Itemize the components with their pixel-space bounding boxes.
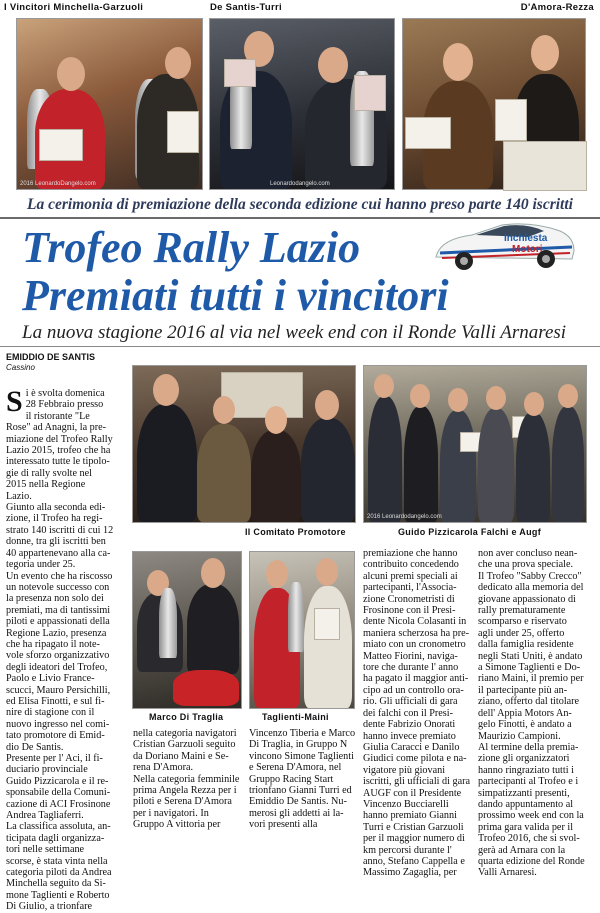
article-line: maniera scherzosa ha pre- [363, 627, 470, 639]
article-line: iscritti, gli ufficiali di gara [363, 776, 471, 788]
article-line: Presente per l' Aci, il fi- [6, 753, 103, 764]
person-figure [187, 584, 239, 674]
award-plaque [39, 129, 83, 161]
article-line: vori presenti alla [249, 819, 318, 831]
article-line: la presenza non solo dei [6, 593, 104, 605]
article-line: vigatore più giovani [363, 764, 446, 776]
article-line: Emiddio De Santis. Nu- [249, 796, 347, 808]
article-line: che una prova speciale. [478, 559, 574, 571]
article-column-1 [6, 385, 126, 913]
article-line: rally prematuramente [478, 605, 566, 617]
col2-lines [133, 728, 243, 831]
article-line: piloti e appassionati della [6, 616, 110, 628]
article-line: per i navigatori. In [133, 807, 209, 819]
article-line: prima gara valida per il [478, 821, 574, 833]
logo-word1: Inchiesta [504, 233, 548, 244]
article-line: trionfano Gianni Turri ed [249, 785, 352, 797]
person-head [316, 558, 338, 586]
article-line: dando appuntamento al [478, 798, 574, 810]
article-line: categoria piloti da Andrea [6, 867, 112, 879]
article-line: simpatizzanti presenti, [478, 787, 570, 799]
rally-car-icon [432, 217, 578, 272]
col5-lines [478, 548, 588, 879]
award-plaque [354, 75, 386, 111]
photo-credit: 2016 Leonardodangelo.com [367, 514, 442, 520]
article-line: premiazione che hanno [363, 548, 458, 559]
award-plaque [405, 117, 451, 149]
top-caption-center: De Santis-Turri [210, 2, 282, 13]
logo-word2: Motori [512, 244, 543, 255]
person-head [266, 560, 288, 588]
article-line: rio. Gli ufficiali di gara [363, 696, 458, 708]
article-line: Il Trofeo "Sabby Crecco" [478, 570, 582, 582]
article-line: miato con un cronometro [363, 639, 466, 651]
article-line: gelo Finotti, è andato a [478, 719, 572, 731]
article-line: dio De Santis. [6, 741, 64, 753]
article-line: Vincenzo Tiberia e Marco [249, 728, 356, 739]
article-line: Giunto alla seconda edi- [6, 502, 106, 514]
article-line: Trofeo 2016, che si svol- [478, 833, 580, 845]
article-line: cazione di ACI Frosinone [6, 798, 111, 810]
article-line: Cristian Garzuoli seguito [133, 739, 236, 751]
article-line: gerà ad Arnara con la [478, 844, 566, 856]
article-line: riano Maini, il premio per [478, 673, 584, 685]
article-line: duciario provinciale [6, 764, 88, 776]
photo-desantis-turri [209, 18, 395, 190]
article-line: Gruppo Racing Start [249, 773, 334, 785]
article-line: hanno ringraziato tutti i [478, 764, 574, 776]
article-line: quarta edizione del Ronde [478, 855, 585, 867]
person-figure [552, 406, 584, 522]
article-line: il partecipante più an- [478, 684, 568, 696]
person-head [374, 374, 394, 398]
person-head [531, 35, 559, 71]
article-line: anno, Stefano Cappella e [363, 855, 465, 867]
article-line: Al termine della premia- [478, 741, 579, 753]
article-line: ha pagato il maggior anti- [363, 673, 469, 685]
trophy-icon [159, 588, 177, 658]
photo-credit: 2016 LeonardoDangelo.com [20, 181, 96, 187]
article-line: zione, il Trofeo ha regi- [6, 513, 103, 525]
photo-taglienti-maini [249, 551, 355, 709]
award-plaque [314, 608, 340, 640]
article-line: cipo ad un controllo ora- [363, 684, 464, 696]
article-line: Un evento che ha riscosso [6, 570, 113, 582]
person-head [486, 386, 506, 410]
person-head [265, 406, 287, 434]
article-line: Gruppo A vittoria per [133, 819, 221, 831]
article-line: Nella categoria femminile [133, 773, 240, 785]
award-plaque [224, 59, 256, 87]
article-line: Lazio 2015, trofeo che ha [6, 445, 111, 457]
article-line: La classifica assoluta, an- [6, 821, 111, 833]
article-line: mone Taglienti e Roberto [6, 889, 110, 901]
article-line: Turri e Cristian Garzuoli [363, 821, 464, 833]
article-line: tore che durante l' anno [363, 662, 459, 674]
article-column-2 [133, 728, 243, 831]
person-figure [404, 406, 438, 522]
article-line: dedicato alla memoria del [478, 582, 584, 594]
person-head [318, 47, 348, 83]
article-line: nuovo ingresso nel comi- [6, 718, 110, 730]
person-head [315, 390, 339, 420]
col1-lines [6, 385, 126, 913]
person-head [448, 388, 468, 412]
article-line: prima Angela Rezza per i [133, 785, 237, 797]
article-column-3 [249, 728, 357, 831]
article-line: Massimo Zagaglia, per [363, 867, 457, 879]
article-line: dei falchi con il Presi- [363, 707, 453, 719]
article-line: degli ideatori del Trofeo, [6, 661, 108, 673]
photo-minchella-garzuoli [16, 18, 203, 190]
person-head [201, 558, 225, 588]
article-line: Giulia Caracci e Danilo [363, 741, 460, 753]
article-line: 28 Febbraio presso [25, 399, 104, 411]
poster-board [503, 141, 587, 191]
person-figure [368, 396, 402, 522]
dropcap: S [6, 385, 23, 418]
author-name: EMIDDIO DE SANTIS [6, 352, 96, 362]
inchiesta-motori-logo [432, 217, 578, 272]
article-line: 40 appartenevano alla ca- [6, 547, 111, 559]
article-line: zione Cronometristi di [363, 593, 455, 605]
article-line: Guido Pizzicarola e il re- [6, 775, 109, 787]
article-column-4 [363, 548, 471, 879]
article-line: Vincenzo Bucciarelli [363, 798, 449, 810]
trophy-icon [288, 582, 304, 652]
article-line: premiati, ma di tantissimi [6, 604, 111, 616]
headline-line1: Trofeo Rally Lazio [22, 223, 361, 272]
article-line: Paolo e Livio France- [6, 673, 95, 685]
person-head [524, 392, 544, 416]
article-line: partecipanti, l'Associa- [363, 582, 457, 594]
article-line: che ha ripagato il note- [6, 638, 100, 650]
person-head [410, 384, 430, 408]
article-line: strato 140 iscritti di cui 12 [6, 524, 114, 536]
article-line: Di Traglia, in Gruppo N [249, 739, 348, 751]
article-line: scucci, Mauro Persichilli, [6, 684, 111, 696]
col4-lines [363, 548, 471, 879]
article-line: nire di stagione con il [6, 707, 95, 719]
headline-line2: Premiati tutti i vincitori [22, 271, 449, 320]
col3-lines [249, 728, 357, 831]
top-caption-right: D'Amora-Rezza [520, 2, 594, 13]
article-line: dell' Appia Motors An- [478, 707, 572, 719]
caption-comitato: Il Comitato Promotore [245, 527, 346, 537]
article-line: interessato tutte le tipolo- [6, 456, 110, 468]
article-line: per il maggior numero di [363, 833, 465, 845]
photo-damora-rezza [402, 18, 586, 190]
person-figure [251, 430, 301, 522]
article-line: Andrea Tagliaferri. [6, 810, 84, 822]
article-line: dente Nicola Colasanti in [363, 616, 467, 628]
article-line: agli under 25, offerto [478, 627, 565, 639]
article-line: merosi gli addetti ai la- [249, 807, 344, 819]
article-line: alcuni premi speciali ai [363, 570, 458, 582]
article-line: Rose" ad Anagni, la pre- [6, 422, 107, 434]
article-line: Di Giulio, a trionfare [6, 901, 93, 913]
article-line: gie di rally svolte nel [6, 467, 93, 479]
kicker: La nuova stagione 2016 al via nel week end con il Ronde Valli Arnaresi [22, 322, 567, 343]
article-line: Valli Arnaresi. [478, 867, 537, 879]
person-head [165, 47, 191, 79]
article-line: Regione Lazio, presenza [6, 627, 107, 639]
person-head [57, 57, 85, 91]
photo-credit: Leonardodangelo.com [270, 181, 330, 187]
article-line: tato promotore di Emid- [6, 730, 105, 742]
person-figure [478, 408, 514, 522]
award-plaque [167, 111, 199, 153]
article-line: Lazio. [6, 490, 32, 502]
caption-taglienti: Taglienti-Maini [262, 712, 329, 722]
person-head [558, 384, 578, 408]
person-figure [516, 412, 550, 522]
article-line: AUGF con il Presidente [363, 787, 462, 799]
person-head [443, 43, 473, 81]
article-line: dente Fabrizio Onorati [363, 719, 456, 731]
dateline-place: Cassino [6, 363, 35, 372]
article-line: a Simone Taglienti e Do- [478, 662, 581, 674]
rally-car-photo [173, 670, 239, 706]
article-line: nella categoria navigatori [133, 728, 237, 739]
article-line: vincono Simone Taglienti [249, 750, 354, 762]
article-line: hanno premiato Gianni [363, 810, 457, 822]
article-line: hanno invece premiato [363, 730, 456, 742]
article-line: il ristorante "Le [25, 410, 90, 422]
article-line: dalla famiglia residente [478, 639, 574, 651]
article-line: scorse, è stata vinta nella [6, 855, 108, 867]
article-column-5 [478, 548, 588, 879]
kicker-rule [0, 346, 600, 347]
article-line: scomparso e riservato [478, 616, 567, 628]
article-line: Giudici come pilota e na- [363, 753, 467, 765]
article-line: negli Stati Uniti, è andato [478, 650, 583, 662]
article-line: e Serena D'Amora, nel [249, 762, 342, 774]
article-line: tegoria under 25. [6, 559, 76, 571]
photo-marco-di-traglia [132, 551, 242, 709]
article-line: Minchella seguito da Si- [6, 878, 106, 890]
top-caption-left: I Vincitori Minchella-Garzuoli [4, 2, 144, 13]
article-line: tori nelle settimane [6, 844, 85, 856]
person-figure [197, 424, 251, 522]
person-head [153, 374, 179, 406]
article-line: piloti e Serena D'Amora [133, 796, 232, 808]
article-line: da Doriano Maini e Se- [133, 750, 229, 762]
award-plaque [495, 99, 527, 141]
person-figure [440, 410, 476, 522]
article-line: donne, tra gli iscritti ben [6, 536, 106, 548]
person-head [213, 396, 235, 424]
article-line: i è svolta domenica [25, 388, 105, 399]
article-line: ticipata dagli organizza- [6, 832, 105, 844]
article-line: contribuito concedendo [363, 559, 459, 571]
article-line: zione gli organizzatori [478, 753, 570, 765]
article-line: Frosinone con il Presi- [363, 605, 456, 617]
person-figure [304, 586, 352, 708]
article-line: sponsabile della Comuni- [6, 787, 111, 799]
article-line: miazione del Trofeo Rally [6, 433, 113, 445]
article-line: km percorsi durante l' [363, 844, 452, 856]
caption-marco: Marco Di Traglia [149, 712, 224, 722]
article-line: ziano, offerto dal titolare [478, 696, 580, 708]
article-line: rena D'Amora. [133, 762, 194, 774]
person-figure [137, 404, 197, 522]
article-line: non aver concluso nean- [478, 548, 578, 559]
photo-guido-pizzicarola [363, 365, 587, 523]
article-line: giovane appassionato di [478, 593, 576, 605]
caption-guido: Guido Pizzicarola Falchi e Augf [398, 527, 541, 537]
article-line: 2015 nella Regione [6, 479, 86, 491]
article-line: vole sforzo organizzativo [6, 650, 110, 662]
article-line: un notevole successo con [6, 581, 110, 593]
article-line: partecipanti al Trofeo e i [478, 776, 579, 788]
article-line: ed Elisa Finotti, e sul fi- [6, 695, 105, 707]
person-figure [301, 418, 355, 522]
article-line: Matteo Fiorini, naviga- [363, 650, 458, 662]
article-line: Maurizio Campioni. [478, 730, 561, 742]
subtitle: La cerimonia di premiazione della seconda edizione cui hanno preso parte 140 iscritti [27, 196, 573, 213]
article-line: prossimo week end con la [478, 810, 584, 822]
photo-comitato-promotore [132, 365, 356, 523]
